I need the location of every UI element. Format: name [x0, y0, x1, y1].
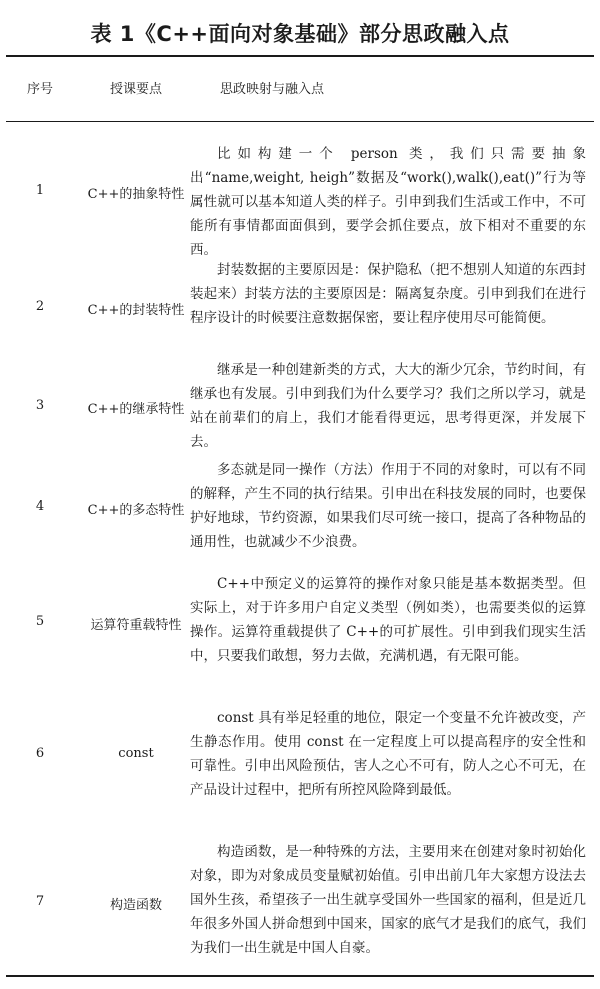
row-number: 5: [35, 614, 45, 629]
row-number: 1: [35, 183, 45, 198]
row-content: 比如构建一个 person 类，我们只需要抽象出“name,weight, heigh”数据及“work(),walk(),eat()”行为等属性就可以基本知道人类的样子。引申到我们生活或工作中，不可能所有事情都面面俱到，要学会抓住要点，放下相对不重要的东西。: [190, 146, 586, 258]
table-title: 表 1《C++面向对象基础》部分思政融入点: [90, 22, 510, 46]
row-teaching-point: C++的多态特性: [87, 503, 185, 518]
row-content: C++中预定义的运算符的操作对象只能是基本数据类型。但实际上，对于许多用户自定义类型（例如类），也需要类似的运算操作。运算符重载提供了 C++的可扩展性。引申到我们现实生活中，只要我们敢想，努力去做，充满机遇，有无限可能。: [190, 576, 586, 664]
header-teaching-point: 授课要点: [109, 82, 162, 97]
row-number: 6: [35, 746, 45, 761]
row-teaching-point: C++的抽象特性: [87, 187, 185, 202]
row-content: 封装数据的主要原因是：保护隐私（把不想别人知道的东西封装起来）封装方法的主要原因是：隔离复杂度。引申到我们在进行程序设计的时候要注意数据保密，要让程序使用尽可能简便。: [190, 262, 586, 326]
row-teaching-point: C++的继承特性: [87, 402, 185, 417]
row-content: 继承是一种创建新类的方式，大大的渐少冗余，节约时间，有继承也有发展。引申到我们为什么要学习？我们之所以学习，就是站在前辈们的肩上，我们才能看得更远，思考得更深，并发展下去。: [190, 362, 586, 450]
row-number: 7: [35, 894, 45, 909]
bottom-rule: [6, 975, 594, 977]
top-rule: [6, 55, 594, 57]
row-number: 2: [35, 299, 45, 314]
row-teaching-point: const: [118, 746, 154, 761]
row-content: 构造函数，是一种特殊的方法，主要用来在创建对象时初始化对象，即为对象成员变量赋初始值。引申出前几年大家想方设法去国外生孩，希望孩子一出生就享受国外一些国家的福利，但是近几年很多外国人拼命想到中国来，国家的底气才是我们的底气，我们为我们一出生就是中国人自豪。: [190, 844, 586, 956]
row-teaching-point: 运算符重载特性: [90, 618, 182, 633]
row-content: 多态就是同一操作（方法）作用于不同的对象时，可以有不同的解释，产生不同的执行结果。引申出在科技发展的同时，也要保护好地球，节约资源，如果我们尽可统一接口，提高了各种物品的通用性，也就减少不少浪费。: [190, 462, 586, 550]
header-rule: [6, 121, 594, 122]
row-content: const 具有举足轻重的地位，限定一个变量不允许被改变，产生静态作用。使用 const 在一定程度上可以提高程序的安全性和可靠性。引申出风险预估，害人之心不可有，防人之心不可无，在产品设计过程中，把所有所控风险降到最低。: [190, 710, 586, 798]
row-teaching-point: 构造函数: [109, 898, 162, 913]
table-header: [0, 78, 600, 98]
row-teaching-point: C++的封装特性: [87, 303, 185, 318]
row-number: 4: [35, 499, 45, 514]
header-number: 序号: [26, 82, 53, 97]
row-number: 3: [35, 398, 45, 413]
header-content: 思政映射与融入点: [220, 82, 325, 97]
